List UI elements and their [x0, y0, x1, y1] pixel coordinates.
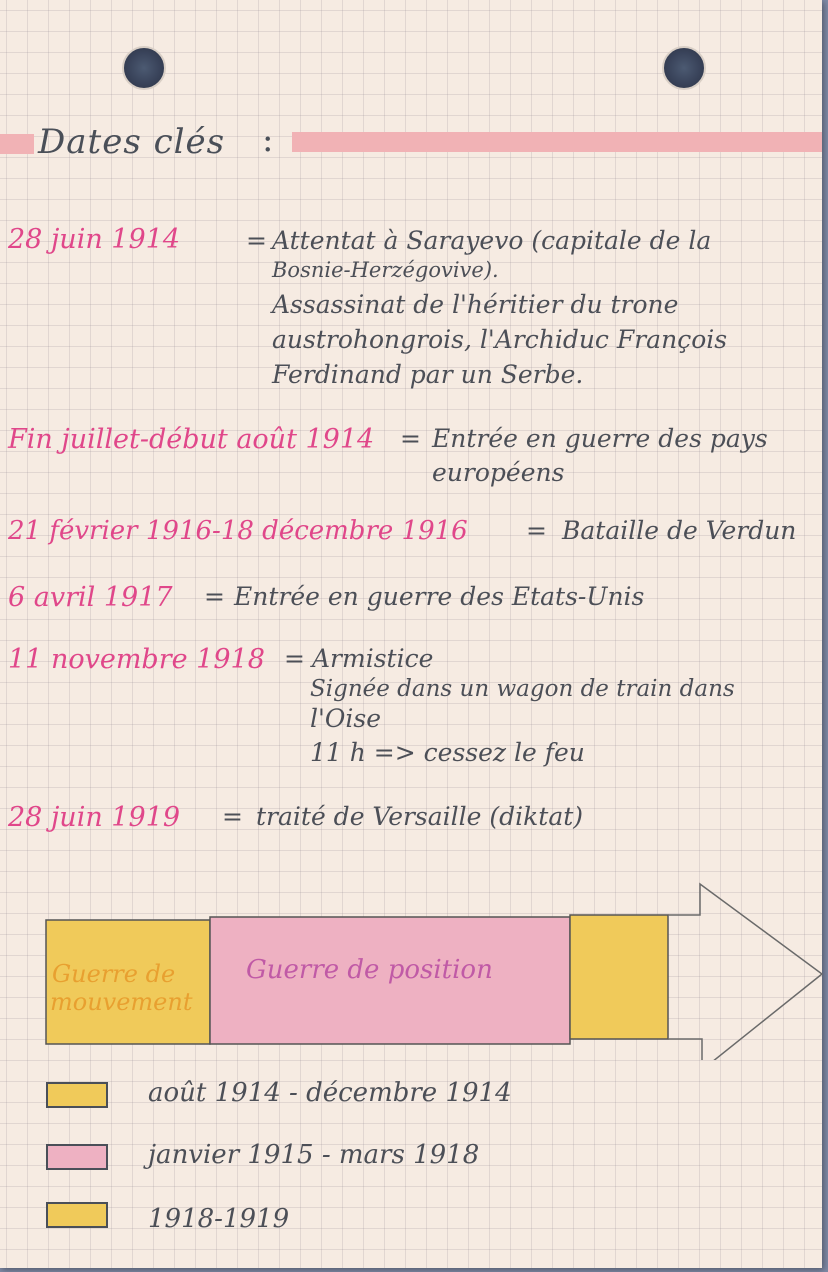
entry-line: Assassinat de l'héritier du trone [272, 290, 679, 319]
entry-separator: = [284, 644, 305, 673]
timeline-segment-end [570, 915, 668, 1039]
entry-date: 28 juin 1914 [8, 224, 181, 255]
entry-separator: = [204, 582, 225, 611]
entry-separator: = [400, 424, 421, 453]
entry-separator: = [246, 226, 267, 255]
legend-label: 1918-1919 [148, 1204, 290, 1234]
entry-date: 28 juin 1919 [8, 802, 181, 833]
entry-line: Entrée en guerre des pays [432, 424, 768, 453]
entry-date: 6 avril 1917 [8, 582, 173, 613]
entry-separator: = [526, 516, 547, 545]
legend-swatch-yellow [46, 1082, 108, 1108]
punch-hole-left [122, 46, 166, 90]
punch-hole-right [662, 46, 706, 90]
legend-swatch-yellow-2 [46, 1202, 108, 1228]
title-colon: : [262, 120, 274, 160]
entry-line: 11 h => cessez le feu [310, 738, 585, 767]
legend-swatch-pink [46, 1144, 108, 1170]
entry-date: 11 novembre 1918 [8, 644, 265, 675]
entry-date: 21 février 1916-18 décembre 1916 [8, 516, 468, 546]
entry-line: européens [432, 458, 565, 487]
title-highlight-left [0, 134, 34, 154]
arrow-head [668, 884, 822, 1060]
page-title: Dates clés [38, 122, 226, 162]
title-highlight-right [292, 132, 822, 152]
legend-label: janvier 1915 - mars 1918 [148, 1140, 480, 1170]
entry-line: austrohongrois, l'Archiduc François [272, 325, 728, 354]
segment-label-movement-1: Guerre de [52, 960, 176, 988]
entry-line: traité de Versaille (diktat) [256, 802, 584, 831]
entry-separator: = [222, 802, 243, 831]
legend-label: août 1914 - décembre 1914 [148, 1078, 512, 1108]
segment-label-movement-2: mouvement [50, 988, 193, 1016]
entry-line: l'Oise [310, 704, 381, 733]
entry-line: Signée dans un wagon de train dans [310, 676, 735, 702]
entry-date: Fin juillet-début août 1914 [8, 424, 375, 455]
entry-line: Ferdinand par un Serbe. [272, 360, 584, 389]
segment-label-position: Guerre de position [246, 955, 493, 985]
entry-line: Bosnie-Herzégovive). [272, 258, 499, 282]
entry-line: Entrée en guerre des Etats-Unis [234, 582, 645, 611]
entry-line: Attentat à Sarayevo (capitale de la [272, 226, 712, 255]
entry-line: Armistice [312, 644, 434, 673]
entry-line: Bataille de Verdun [562, 516, 797, 545]
